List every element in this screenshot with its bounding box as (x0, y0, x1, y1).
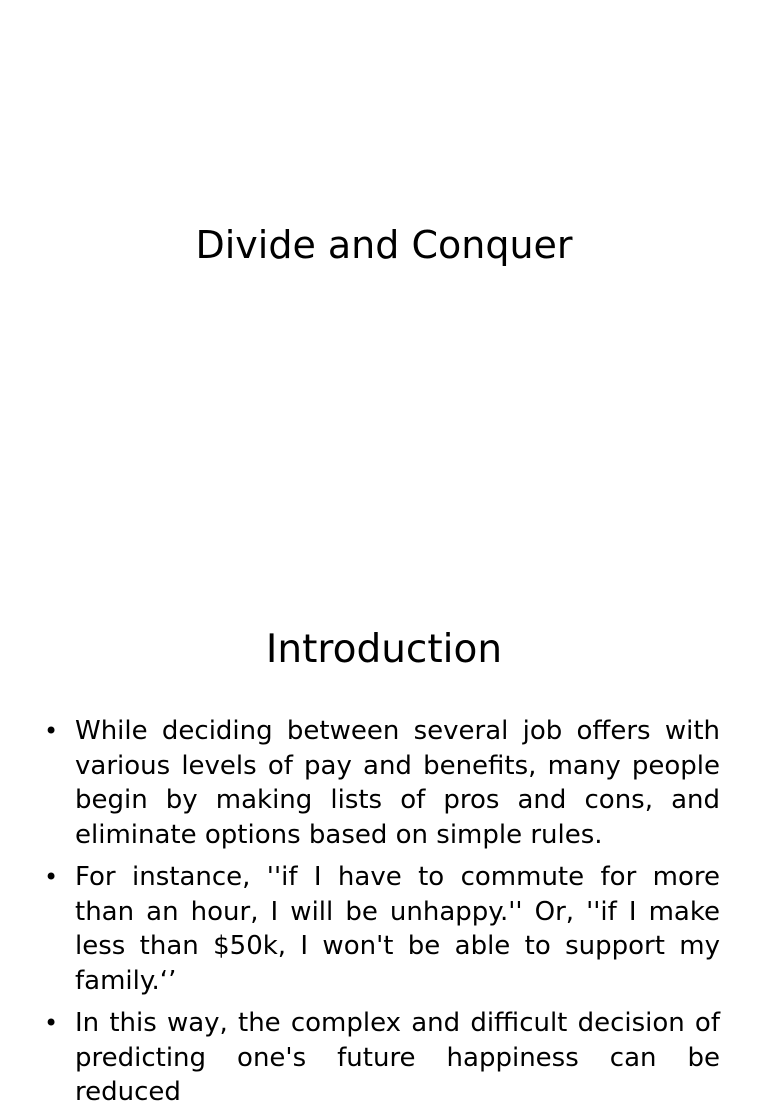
bullet-text: For instance, ''if I have to commute for more than an hour, I will be unhappy.'' Or, ''if I make less than $50k, I won't be able to support my family.‘’ (75, 862, 720, 996)
bullet-list (44, 714, 720, 1118)
bullet-item (44, 1006, 720, 1110)
bullet-item (44, 860, 720, 998)
bullet-icon: • (44, 863, 59, 891)
bullet-text: While deciding between several job offers with various levels of pay and benefits, many people begin by making lists of pros and cons, and eliminate options based on simple rules. (75, 716, 720, 850)
slide-title: Divide and Conquer (195, 223, 573, 267)
bullet-icon: • (44, 717, 59, 745)
bullet-item (44, 714, 720, 852)
bullet-icon: • (44, 1009, 59, 1037)
slide-heading: Introduction (265, 627, 503, 672)
introduction-slide (0, 560, 768, 1107)
bullet-text: In this way, the complex and difficult decision of predicting one's future happiness can be reduced (75, 1008, 720, 1107)
